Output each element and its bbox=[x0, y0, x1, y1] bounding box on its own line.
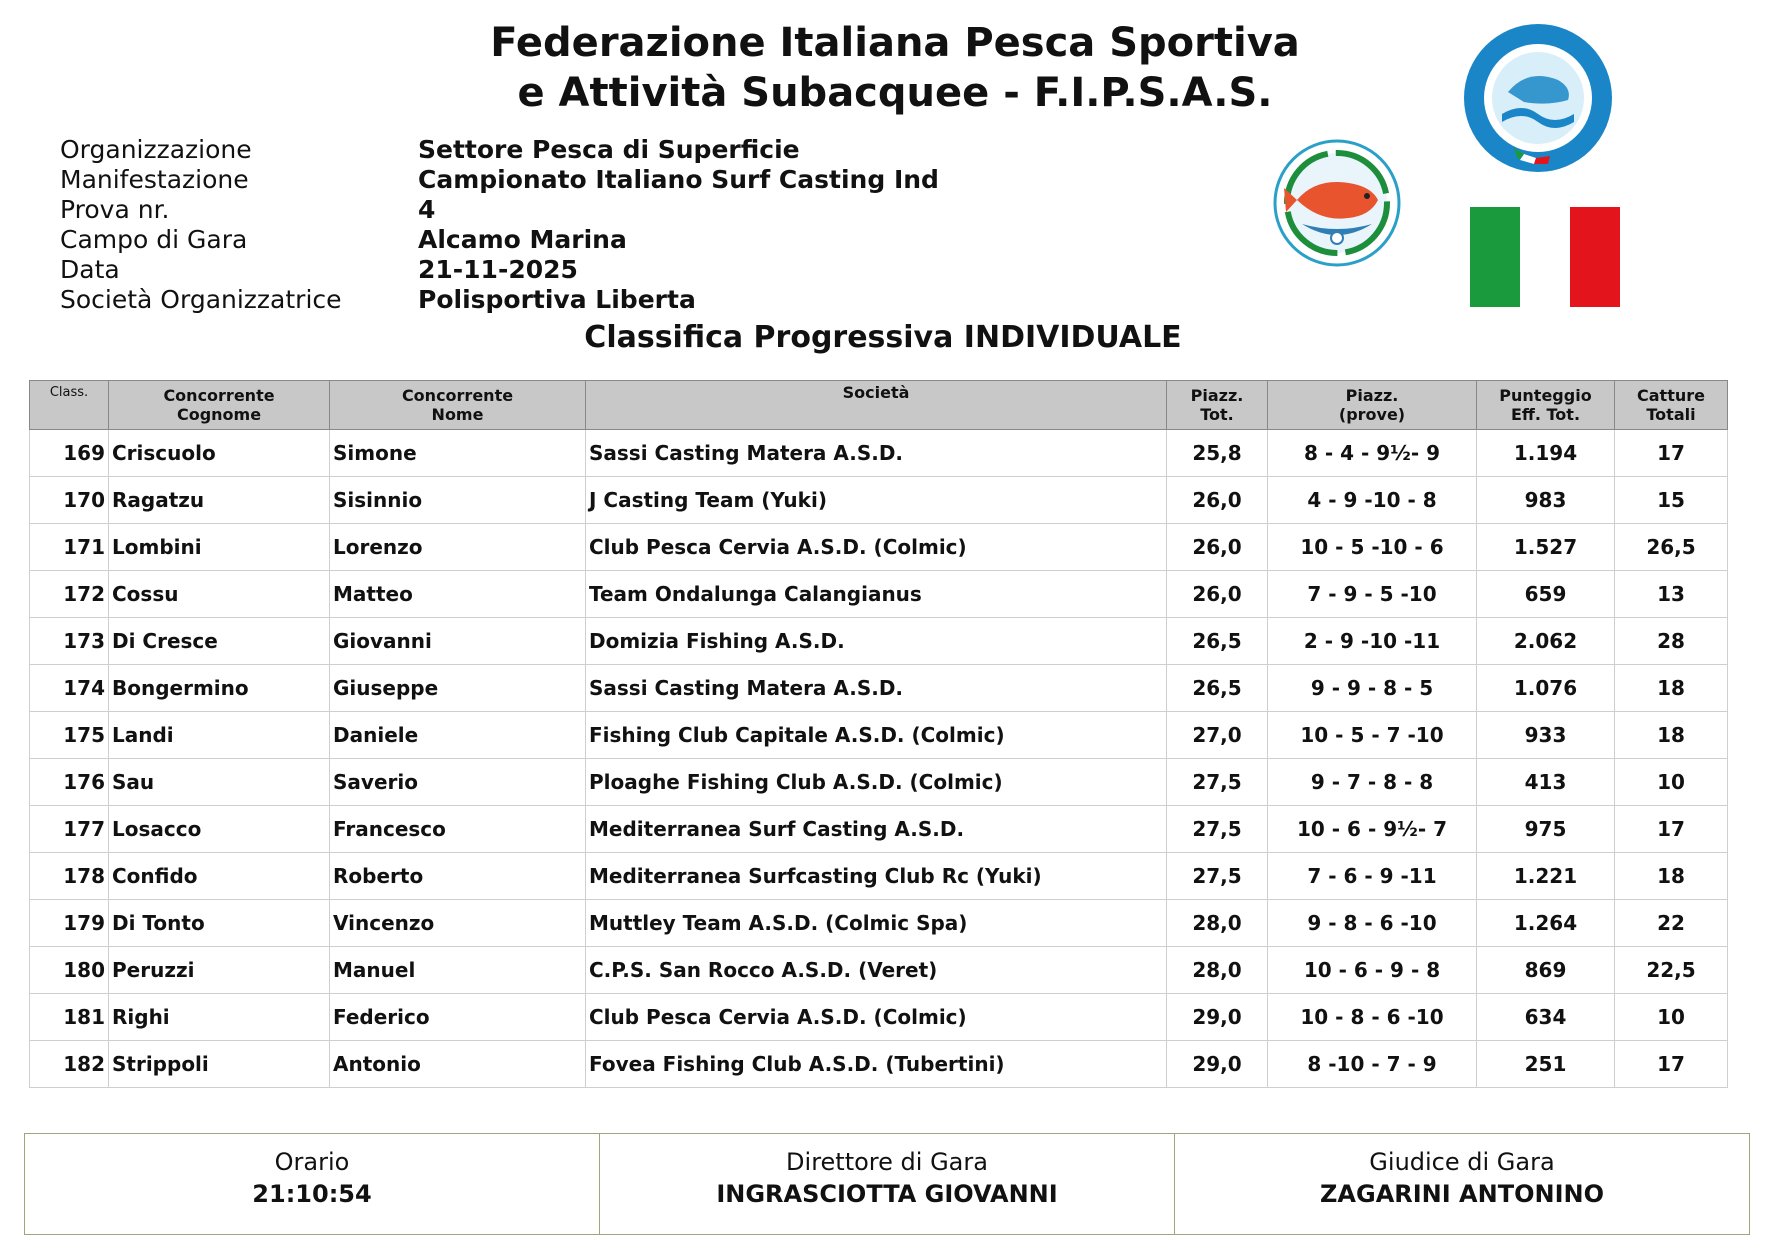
col-header-surname bbox=[109, 381, 330, 430]
cell-catches: 17 bbox=[1615, 1041, 1728, 1088]
cell-name: Francesco bbox=[330, 806, 586, 853]
cell-club: Club Pesca Cervia A.S.D. (Colmic) bbox=[586, 524, 1167, 571]
footer-judge-value: ZAGARINI ANTONINO bbox=[1320, 1180, 1604, 1208]
col-header-catches-line1: Catture bbox=[1637, 386, 1705, 405]
cell-catches: 22,5 bbox=[1615, 947, 1728, 994]
cell-name: Vincenzo bbox=[330, 900, 586, 947]
col-header-catches-line2: Totali bbox=[1646, 405, 1696, 424]
flag-green-band bbox=[1470, 207, 1520, 307]
cell-club: Sassi Casting Matera A.S.D. bbox=[586, 665, 1167, 712]
cell-club: J Casting Team (Yuki) bbox=[586, 477, 1167, 524]
col-header-name bbox=[330, 381, 586, 430]
cell-surname: Bongermino bbox=[109, 665, 330, 712]
table-row bbox=[30, 853, 1728, 900]
cell-surname: Lombini bbox=[109, 524, 330, 571]
cell-prove: 10 - 5 - 7 -10 bbox=[1268, 712, 1477, 759]
info-value: Alcamo Marina bbox=[418, 225, 627, 254]
cell-club: C.P.S. San Rocco A.S.D. (Veret) bbox=[586, 947, 1167, 994]
cell-prove: 7 - 9 - 5 -10 bbox=[1268, 571, 1477, 618]
cell-surname: Strippoli bbox=[109, 1041, 330, 1088]
cell-name: Giuseppe bbox=[330, 665, 586, 712]
cell-points: 933 bbox=[1477, 712, 1615, 759]
cell-surname: Cossu bbox=[109, 571, 330, 618]
info-row bbox=[60, 165, 939, 195]
cell-catches: 13 bbox=[1615, 571, 1728, 618]
cell-catches: 17 bbox=[1615, 430, 1728, 477]
cell-surname: Peruzzi bbox=[109, 947, 330, 994]
cell-name: Giovanni bbox=[330, 618, 586, 665]
col-header-surname-line1: Concorrente bbox=[163, 386, 275, 405]
cell-tot: 26,0 bbox=[1167, 524, 1268, 571]
cell-tot: 27,5 bbox=[1167, 806, 1268, 853]
cell-class: 177 bbox=[30, 806, 109, 853]
cell-club: Domizia Fishing A.S.D. bbox=[586, 618, 1167, 665]
cell-class: 173 bbox=[30, 618, 109, 665]
cell-prove: 10 - 6 - 9 - 8 bbox=[1268, 947, 1477, 994]
cell-catches: 15 bbox=[1615, 477, 1728, 524]
cell-name: Roberto bbox=[330, 853, 586, 900]
col-header-prove bbox=[1268, 381, 1477, 430]
cell-points: 983 bbox=[1477, 477, 1615, 524]
info-label: Manifestazione bbox=[60, 165, 249, 194]
cell-prove: 7 - 6 - 9 -11 bbox=[1268, 853, 1477, 900]
cell-class: 182 bbox=[30, 1041, 109, 1088]
table-row bbox=[30, 900, 1728, 947]
cell-tot: 28,0 bbox=[1167, 900, 1268, 947]
col-header-points bbox=[1477, 381, 1615, 430]
table-row bbox=[30, 712, 1728, 759]
footer-director-label: Direttore di Gara bbox=[786, 1148, 988, 1176]
cell-tot: 26,5 bbox=[1167, 618, 1268, 665]
cell-class: 178 bbox=[30, 853, 109, 900]
signature-footer bbox=[24, 1133, 1750, 1235]
cell-points: 659 bbox=[1477, 571, 1615, 618]
col-header-points-line2: Eff. Tot. bbox=[1510, 405, 1581, 424]
cell-catches: 18 bbox=[1615, 665, 1728, 712]
cell-tot: 29,0 bbox=[1167, 994, 1268, 1041]
cell-club: Ploaghe Fishing Club A.S.D. (Colmic) bbox=[586, 759, 1167, 806]
footer-time-value: 21:10:54 bbox=[252, 1180, 372, 1208]
footer-judge bbox=[1174, 1134, 1749, 1234]
col-header-surname-line2: Cognome bbox=[176, 405, 262, 424]
info-label: Campo di Gara bbox=[60, 225, 248, 254]
flag-white-band bbox=[1520, 207, 1570, 307]
cell-club: Fishing Club Capitale A.S.D. (Colmic) bbox=[586, 712, 1167, 759]
cell-catches: 10 bbox=[1615, 994, 1728, 1041]
ranking-title: Classifica Progressiva INDIVIDUALE bbox=[584, 320, 1182, 355]
cell-name: Daniele bbox=[330, 712, 586, 759]
col-header-tot bbox=[1167, 381, 1268, 430]
cell-club: Mediterranea Surf Casting A.S.D. bbox=[586, 806, 1167, 853]
cell-class: 174 bbox=[30, 665, 109, 712]
col-header-points-line1: Punteggio bbox=[1499, 386, 1592, 405]
flag-red-band bbox=[1570, 207, 1620, 307]
cell-class: 172 bbox=[30, 571, 109, 618]
cell-surname: Criscuolo bbox=[109, 430, 330, 477]
col-header-catches bbox=[1615, 381, 1728, 430]
cell-catches: 18 bbox=[1615, 853, 1728, 900]
cell-tot: 29,0 bbox=[1167, 1041, 1268, 1088]
info-value: 21-11-2025 bbox=[418, 255, 578, 284]
federation-title-line1: Federazione Italiana Pesca Sportiva bbox=[490, 20, 1300, 66]
cell-points: 1.264 bbox=[1477, 900, 1615, 947]
cell-points: 1.194 bbox=[1477, 430, 1615, 477]
info-value: Settore Pesca di Superficie bbox=[418, 135, 800, 164]
cell-club: Muttley Team A.S.D. (Colmic Spa) bbox=[586, 900, 1167, 947]
info-row bbox=[60, 195, 939, 225]
cell-points: 1.076 bbox=[1477, 665, 1615, 712]
cell-surname: Ragatzu bbox=[109, 477, 330, 524]
col-header-class: Class. bbox=[30, 381, 109, 430]
col-header-prove-line2: (prove) bbox=[1338, 405, 1406, 424]
info-label: Società Organizzatrice bbox=[60, 285, 342, 314]
cell-name: Matteo bbox=[330, 571, 586, 618]
info-row bbox=[60, 135, 939, 165]
cell-surname: Confido bbox=[109, 853, 330, 900]
cell-tot: 27,5 bbox=[1167, 759, 1268, 806]
footer-director-value: INGRASCIOTTA GIOVANNI bbox=[716, 1180, 1058, 1208]
cell-prove: 2 - 9 -10 -11 bbox=[1268, 618, 1477, 665]
cell-prove: 10 - 6 - 9½- 7 bbox=[1268, 806, 1477, 853]
cell-class: 169 bbox=[30, 430, 109, 477]
cell-name: Saverio bbox=[330, 759, 586, 806]
cell-points: 2.062 bbox=[1477, 618, 1615, 665]
cell-prove: 9 - 7 - 8 - 8 bbox=[1268, 759, 1477, 806]
cell-points: 251 bbox=[1477, 1041, 1615, 1088]
event-info bbox=[60, 135, 939, 315]
cell-surname: Di Tonto bbox=[109, 900, 330, 947]
italian-flag bbox=[1470, 207, 1620, 307]
cell-catches: 22 bbox=[1615, 900, 1728, 947]
cell-prove: 10 - 5 -10 - 6 bbox=[1268, 524, 1477, 571]
cell-points: 634 bbox=[1477, 994, 1615, 1041]
cell-class: 170 bbox=[30, 477, 109, 524]
cell-prove: 10 - 8 - 6 -10 bbox=[1268, 994, 1477, 1041]
cell-points: 413 bbox=[1477, 759, 1615, 806]
cell-tot: 25,8 bbox=[1167, 430, 1268, 477]
col-header-name-line2: Nome bbox=[431, 405, 484, 424]
cell-surname: Sau bbox=[109, 759, 330, 806]
info-value: Polisportiva Liberta bbox=[418, 285, 696, 314]
cell-name: Antonio bbox=[330, 1041, 586, 1088]
cell-prove: 8 -10 - 7 - 9 bbox=[1268, 1041, 1477, 1088]
cell-prove: 9 - 8 - 6 -10 bbox=[1268, 900, 1477, 947]
cell-tot: 27,5 bbox=[1167, 853, 1268, 900]
cell-surname: Landi bbox=[109, 712, 330, 759]
cell-class: 171 bbox=[30, 524, 109, 571]
info-row bbox=[60, 285, 939, 315]
cell-class: 175 bbox=[30, 712, 109, 759]
table-row bbox=[30, 665, 1728, 712]
cell-prove: 8 - 4 - 9½- 9 bbox=[1268, 430, 1477, 477]
cell-club: Club Pesca Cervia A.S.D. (Colmic) bbox=[586, 994, 1167, 1041]
footer-judge-label: Giudice di Gara bbox=[1369, 1148, 1555, 1176]
cell-tot: 26,0 bbox=[1167, 477, 1268, 524]
info-label: Data bbox=[60, 255, 120, 284]
catch-and-release-logo bbox=[1272, 138, 1402, 268]
footer-director bbox=[599, 1134, 1174, 1234]
cell-points: 869 bbox=[1477, 947, 1615, 994]
cell-class: 180 bbox=[30, 947, 109, 994]
cell-prove: 9 - 9 - 8 - 5 bbox=[1268, 665, 1477, 712]
col-header-prove-line1: Piazz. bbox=[1345, 386, 1399, 405]
ranking-table bbox=[29, 380, 1728, 1088]
col-header-tot-line1: Piazz. bbox=[1190, 386, 1244, 405]
table-row bbox=[30, 524, 1728, 571]
table-row bbox=[30, 759, 1728, 806]
cell-class: 176 bbox=[30, 759, 109, 806]
cell-prove: 4 - 9 -10 - 8 bbox=[1268, 477, 1477, 524]
cell-catches: 18 bbox=[1615, 712, 1728, 759]
cell-name: Lorenzo bbox=[330, 524, 586, 571]
cell-tot: 28,0 bbox=[1167, 947, 1268, 994]
table-row bbox=[30, 571, 1728, 618]
info-value: 4 bbox=[418, 195, 436, 224]
cell-name: Simone bbox=[330, 430, 586, 477]
table-row bbox=[30, 994, 1728, 1041]
cell-points: 1.527 bbox=[1477, 524, 1615, 571]
cell-catches: 28 bbox=[1615, 618, 1728, 665]
table-row bbox=[30, 618, 1728, 665]
cell-tot: 27,0 bbox=[1167, 712, 1268, 759]
table-row bbox=[30, 806, 1728, 853]
footer-time-label: Orario bbox=[274, 1148, 350, 1176]
federation-title-line2: e Attività Subacquee - F.I.P.S.A.S. bbox=[517, 70, 1273, 116]
cell-points: 975 bbox=[1477, 806, 1615, 853]
info-row bbox=[60, 255, 939, 285]
table-row bbox=[30, 430, 1728, 477]
info-row bbox=[60, 225, 939, 255]
table-row bbox=[30, 477, 1728, 524]
cell-club: Team Ondalunga Calangianus bbox=[586, 571, 1167, 618]
cell-surname: Righi bbox=[109, 994, 330, 1041]
cell-tot: 26,5 bbox=[1167, 665, 1268, 712]
cell-catches: 26,5 bbox=[1615, 524, 1728, 571]
cell-class: 181 bbox=[30, 994, 109, 1041]
info-label: Organizzazione bbox=[60, 135, 252, 164]
table-row bbox=[30, 1041, 1728, 1088]
table-row bbox=[30, 947, 1728, 994]
footer-time bbox=[25, 1134, 599, 1234]
table-header-row bbox=[30, 381, 1728, 430]
cell-points: 1.221 bbox=[1477, 853, 1615, 900]
cell-club: Sassi Casting Matera A.S.D. bbox=[586, 430, 1167, 477]
cell-catches: 17 bbox=[1615, 806, 1728, 853]
fipsas-seal-logo bbox=[1462, 22, 1614, 174]
cell-club: Mediterranea Surfcasting Club Rc (Yuki) bbox=[586, 853, 1167, 900]
cell-surname: Losacco bbox=[109, 806, 330, 853]
cell-name: Sisinnio bbox=[330, 477, 586, 524]
col-header-tot-line2: Tot. bbox=[1200, 405, 1234, 424]
cell-class: 179 bbox=[30, 900, 109, 947]
cell-tot: 26,0 bbox=[1167, 571, 1268, 618]
col-header-name-line1: Concorrente bbox=[401, 386, 514, 405]
cell-surname: Di Cresce bbox=[109, 618, 330, 665]
cell-name: Manuel bbox=[330, 947, 586, 994]
cell-club: Fovea Fishing Club A.S.D. (Tubertini) bbox=[586, 1041, 1167, 1088]
info-label: Prova nr. bbox=[60, 195, 170, 224]
info-value: Campionato Italiano Surf Casting Ind bbox=[418, 165, 939, 194]
cell-catches: 10 bbox=[1615, 759, 1728, 806]
cell-name: Federico bbox=[330, 994, 586, 1041]
col-header-club: Società bbox=[586, 381, 1167, 430]
